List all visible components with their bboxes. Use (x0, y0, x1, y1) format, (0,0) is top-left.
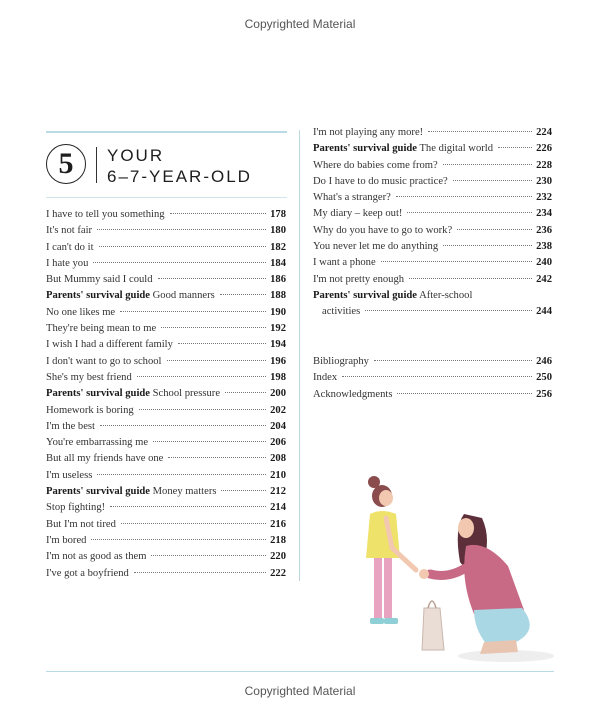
toc-entry-title: I want a phone (313, 257, 376, 269)
toc-entry-title-continued: activities (322, 306, 361, 318)
chapter-rule (46, 197, 287, 198)
toc-entry-title: You're embarrassing me (46, 437, 149, 449)
toc-entry-page: 206 (270, 437, 286, 449)
toc-entry-page: 246 (536, 356, 552, 367)
dot-leader (443, 245, 532, 246)
girl-leg-left (374, 558, 382, 618)
toc-entry-title: You never let me do anything (313, 241, 439, 253)
toc-entry-page: 226 (536, 143, 552, 155)
toc-entry[interactable] (46, 225, 286, 241)
toc-entry-title: But Mummy said I could (46, 274, 153, 286)
toc-entry-title: I have to tell you something (46, 209, 165, 220)
toc-entry-title: Do I have to do music practice? (313, 175, 448, 187)
toc-entry-page: 202 (270, 404, 286, 416)
toc-entry-page: 250 (536, 372, 552, 384)
toc-entry-page: 178 (270, 209, 286, 220)
toc-entry-page: 228 (536, 159, 552, 171)
dot-leader (221, 490, 266, 491)
header-copyright: Copyrighted Material (244, 17, 356, 31)
survival-guide-topic: Good manners (152, 290, 215, 302)
dot-leader (365, 310, 532, 311)
survival-guide-topic: The digital world (419, 143, 494, 155)
toc-entry[interactable] (313, 176, 552, 192)
toc-entry-page: 204 (270, 420, 286, 432)
toc-entry-page: 236 (536, 224, 552, 236)
survival-guide-label: Parents' survival guide (313, 143, 417, 155)
chapter-heading (46, 144, 296, 190)
toc-entry-page: 210 (270, 469, 286, 481)
survival-guide-label: Parents' survival guide (313, 289, 417, 301)
toc-entry-title: But all my friends have one (46, 453, 164, 465)
toc-entry-page: 234 (536, 208, 552, 220)
dot-leader (139, 409, 266, 410)
footer-copyright: Copyrighted Material (244, 684, 356, 698)
girl-shoe-right (384, 618, 398, 624)
toc-entry-title: I'm not playing any more! (313, 127, 424, 138)
dot-leader (342, 376, 532, 377)
dot-leader (407, 212, 532, 213)
toc-entry-page: 180 (270, 225, 286, 237)
toc-entry[interactable] (46, 372, 286, 388)
woman-hand (419, 569, 429, 579)
dot-leader (99, 246, 267, 247)
toc-entry[interactable] (46, 519, 286, 535)
dot-leader (121, 523, 266, 524)
toc-entry-title: Acknowledgments (313, 388, 393, 400)
dot-leader (110, 506, 266, 507)
toc-entry-page: 218 (270, 534, 286, 546)
dot-leader (93, 262, 266, 263)
dot-leader (453, 180, 532, 181)
dot-leader (220, 294, 266, 295)
toc-entry-title: I wish I had a different family (46, 339, 173, 351)
survival-guide-topic: School pressure (152, 388, 221, 400)
toc-entry-title: I don't want to go to school (46, 355, 162, 367)
dot-leader (134, 572, 266, 573)
toc-entry[interactable] (46, 551, 286, 567)
toc-left-column (46, 209, 286, 584)
toc-entry-title: I've got a boyfriend (46, 567, 129, 579)
toc-entry-title: No one likes me (46, 306, 116, 318)
toc-entry-page: 196 (270, 355, 286, 367)
toc-right-column (313, 127, 552, 323)
toc-entry-title: They're being mean to me (46, 323, 157, 335)
woman-jeans (474, 608, 530, 646)
dot-leader (161, 327, 266, 328)
toc-entry-title: I'm bored (46, 534, 87, 546)
girl-leg-right (384, 558, 392, 618)
dot-leader (91, 539, 266, 540)
toc-entry-title: She's my best friend (46, 371, 132, 383)
dot-leader (168, 457, 266, 458)
toc-entry-guide[interactable] (313, 143, 552, 159)
dot-leader (120, 311, 266, 312)
dot-leader (374, 360, 532, 361)
toc-entry-page: 220 (270, 551, 286, 563)
dot-leader (97, 474, 266, 475)
toc-entry-page: 216 (270, 518, 286, 530)
toc-entry-page: 214 (270, 502, 286, 514)
toc-entry-page: 242 (536, 273, 552, 285)
toc-entry[interactable] (46, 339, 286, 355)
toc-entry[interactable] (313, 192, 552, 208)
toc-entry-title: I'm useless (46, 469, 93, 481)
toc-entry-page: 188 (270, 290, 286, 302)
chapter-number: 5 (46, 144, 86, 184)
toc-entry[interactable] (313, 127, 552, 143)
toc-entry[interactable] (46, 209, 286, 225)
back-matter-list (313, 356, 552, 405)
toc-entry[interactable] (46, 470, 286, 486)
toc-entry[interactable] (46, 356, 286, 372)
toc-entry[interactable] (46, 323, 286, 339)
toc-entry[interactable] (313, 257, 552, 273)
toc-entry[interactable] (313, 389, 552, 405)
toc-entry-title: I'm not as good as them (46, 551, 147, 563)
toc-entry-title: Homework is boring (46, 404, 134, 416)
toc-entry[interactable] (313, 372, 552, 388)
toc-entry-title (46, 486, 216, 497)
dot-leader (170, 213, 267, 214)
dot-leader (137, 376, 266, 377)
dot-leader (158, 278, 267, 279)
toc-entry[interactable] (313, 160, 552, 176)
toc-entry-title: Index (313, 372, 338, 384)
toc-entry-title (46, 290, 215, 301)
woman-top (464, 545, 524, 614)
toc-entry-page: 238 (536, 241, 552, 253)
toc-entry[interactable] (46, 405, 286, 421)
toc-entry-title: I hate you (46, 257, 89, 269)
top-rule (46, 131, 287, 133)
dot-leader (397, 393, 532, 394)
toc-entry-title: I can't do it (46, 241, 94, 253)
dot-leader (97, 229, 266, 230)
mother-daughter-illustration (356, 470, 556, 670)
toc-entry-title (46, 388, 220, 399)
toc-entry-title (313, 143, 493, 154)
chapter-title-line2: 6–7-YEAR-OLD (107, 167, 252, 186)
dot-leader (409, 278, 532, 279)
chapter-title-line1: YOUR (107, 146, 165, 165)
dot-leader (225, 392, 266, 393)
dot-leader (153, 441, 266, 442)
toc-entry-page: 182 (270, 241, 286, 253)
toc-entry-page: 186 (270, 274, 286, 286)
toc-entry[interactable] (46, 274, 286, 290)
toc-entry-page: 230 (536, 175, 552, 187)
toc-entry[interactable] (313, 274, 552, 290)
toc-entry-guide[interactable] (46, 388, 286, 404)
toc-entry[interactable] (46, 568, 286, 584)
toc-entry[interactable] (46, 258, 286, 274)
toc-entry-guide[interactable] (313, 290, 552, 306)
toc-entry[interactable] (46, 421, 286, 437)
dot-leader (178, 343, 266, 344)
chapter-title (107, 145, 252, 187)
toc-entry-page: 194 (270, 339, 286, 351)
girl-shoe-left (370, 618, 384, 624)
dot-leader (167, 360, 267, 361)
toc-entry-page: 184 (270, 257, 286, 269)
toc-entry-title: Bibliography (313, 356, 369, 367)
toc-entry-title: It's not fair (46, 225, 93, 237)
toc-entry-page: 224 (536, 127, 552, 138)
bottom-rule (46, 671, 554, 672)
dot-leader (457, 229, 532, 230)
toc-entry-page: 198 (270, 371, 286, 383)
dot-leader (396, 196, 532, 197)
dot-leader (381, 261, 532, 262)
toc-entry[interactable] (46, 502, 286, 518)
toc-entry[interactable] (46, 535, 286, 551)
girl-figure (366, 476, 416, 624)
toc-entry-guide[interactable] (46, 486, 286, 502)
toc-entry-page: 192 (270, 323, 286, 335)
toc-entry-page: 240 (536, 257, 552, 269)
toc-entry-title: Why do you have to go to work? (313, 224, 453, 236)
toc-entry-continued[interactable] (313, 306, 552, 322)
toc-entry-page: 256 (536, 388, 552, 400)
dot-leader (443, 164, 532, 165)
toc-entry-title: Where do babies come from? (313, 159, 438, 171)
survival-guide-topic: After-school (419, 289, 473, 301)
toc-entry-page: 190 (270, 306, 286, 318)
survival-guide-topic: Money matters (152, 486, 217, 498)
toc-entry[interactable] (46, 307, 286, 323)
toc-entry[interactable] (313, 208, 552, 224)
survival-guide-label: Parents' survival guide (46, 388, 150, 400)
survival-guide-label: Parents' survival guide (46, 486, 150, 498)
dot-leader (100, 425, 266, 426)
toc-entry[interactable] (46, 437, 286, 453)
toc-entry-title (313, 290, 472, 301)
dot-leader (498, 147, 532, 148)
toc-entry[interactable] (313, 241, 552, 257)
shopping-bag (422, 608, 444, 650)
chapter-separator (96, 147, 97, 183)
bag-handle (428, 601, 436, 608)
toc-entry[interactable] (46, 242, 286, 258)
dot-leader (151, 555, 266, 556)
toc-entry-guide[interactable] (46, 290, 286, 306)
toc-entry-title: What's a stranger? (313, 192, 391, 204)
toc-entry-page: 208 (270, 453, 286, 465)
dot-leader (428, 131, 532, 132)
toc-entry-page: 244 (536, 306, 552, 318)
toc-entry-title: I'm not pretty enough (313, 273, 405, 285)
woman-shoes (480, 640, 518, 654)
woman-face (458, 518, 474, 538)
column-divider (299, 130, 300, 581)
toc-entry[interactable] (313, 356, 552, 372)
toc-entry-title: My diary – keep out! (313, 208, 403, 220)
toc-entry-page: 232 (536, 192, 552, 204)
toc-entry-page: 222 (270, 567, 286, 579)
toc-entry-page: 200 (270, 388, 286, 400)
toc-entry-title: Stop fighting! (46, 502, 106, 514)
toc-entry-title: But I'm not tired (46, 518, 116, 530)
toc-entry[interactable] (46, 453, 286, 469)
girl-face (379, 490, 393, 506)
survival-guide-label: Parents' survival guide (46, 290, 150, 302)
toc-entry-page: 212 (270, 486, 286, 498)
toc-entry-title: I'm the best (46, 420, 95, 432)
toc-entry[interactable] (313, 225, 552, 241)
